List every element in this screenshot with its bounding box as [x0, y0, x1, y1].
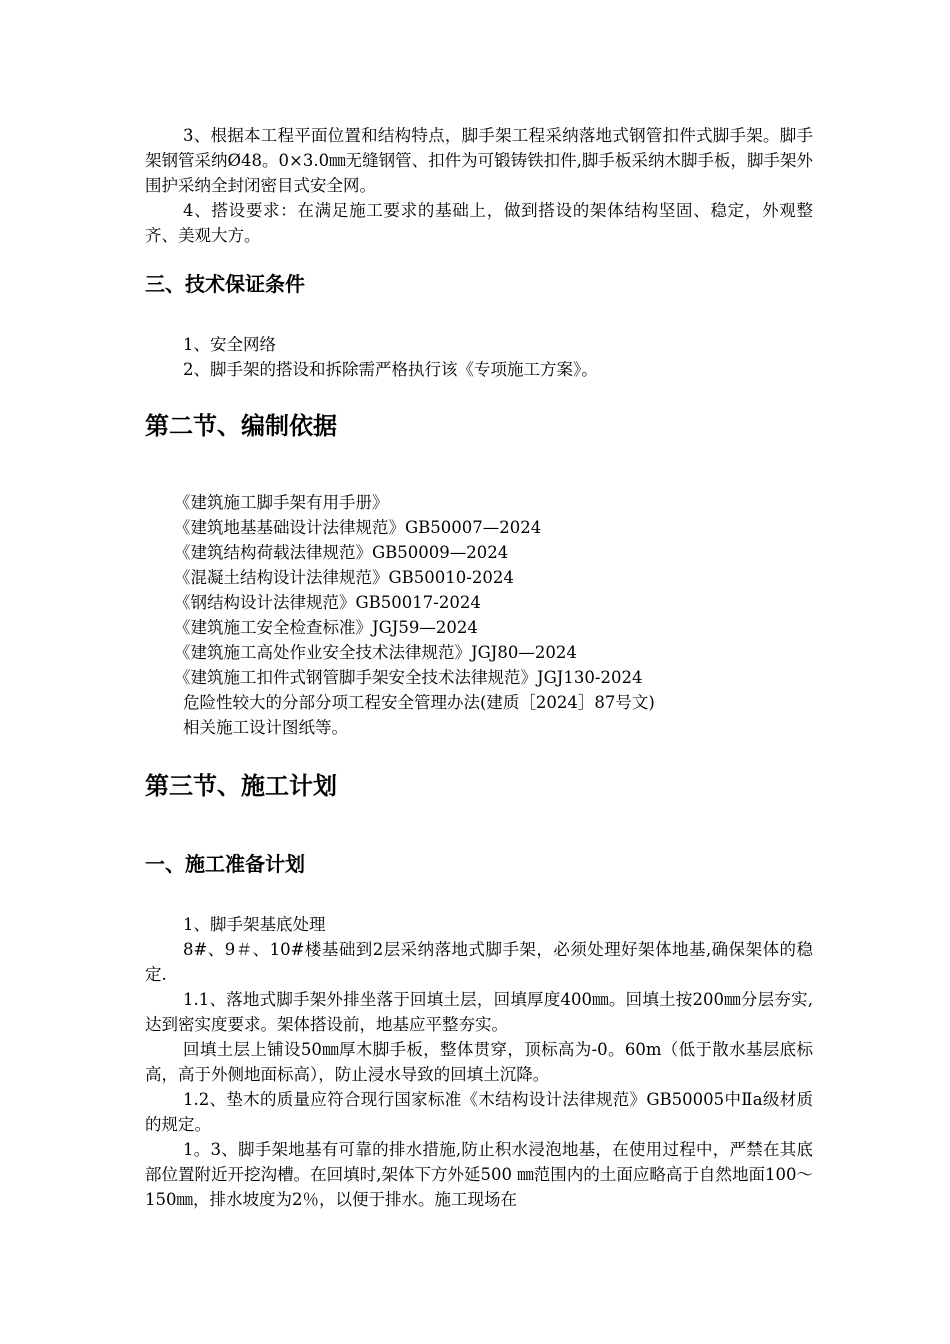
reference-item: 《建筑施工安全检查标准》JGJ59—2024	[174, 618, 478, 637]
reference-item: 危险性较大的分部分项工程安全管理办法(建质［2024］87号文)	[183, 693, 655, 712]
reference-item: 《混凝土结构设计法律规范》GB50010-2024	[174, 568, 514, 587]
paragraph-backfill: 1.1、落地式脚手架外排坐落于回填土层，回填厚度400㎜。回填土按200㎜分层夯实,达到密实度要求。架体搭设前，地基应平整夯实。	[145, 990, 813, 1034]
reference-item: 《建筑地基基础设计法律规范》GB50007—2024	[174, 518, 542, 537]
reference-item: 《建筑结构荷载法律规范》GB50009—2024	[174, 543, 509, 562]
paragraph-foundation: 8#、9＃、10#楼基础到2层采纳落地式脚手架，必须处理好架体地基,确保架体的稳定.	[145, 940, 813, 984]
paragraph-drainage: 1。3、脚手架地基有可靠的排水措施,防止积水浸泡地基，在使用过程中，严禁在其底部位置附近开挖沟槽。在回填时,架体下方外延500 ㎜范围内的土面应略高于自然地面100～150㎜，排水坡度为2％，以便于排水。施工现场在	[145, 1140, 813, 1209]
reference-item: 《建筑施工扣件式钢管脚手架安全技术法律规范》JGJ130-2024	[174, 668, 643, 687]
section-heading-technical-guarantee: 三、技术保证条件	[145, 272, 305, 296]
reference-item: 相关施工设计图纸等。	[183, 718, 348, 737]
chapter-heading-construction-plan: 第三节、施工计划	[145, 772, 337, 800]
list-item: 1、安全网络	[183, 335, 276, 354]
chapter-heading-basis: 第二节、编制依据	[145, 412, 337, 440]
reference-item: 《建筑施工脚手架有用手册》	[174, 493, 389, 512]
paragraph-scaffold-structure: 3、根据本工程平面位置和结构特点，脚手架工程采纳落地式钢管扣件式脚手架。脚手架钢管采纳Ø48。0×3.0㎜无缝钢管、扣件为可锻铸铁扣件,脚手板采纳木脚手板，脚手架外围护采纳全封闭密目式安全网。	[145, 126, 813, 195]
reference-item: 《钢结构设计法律规范》GB50017-2024	[174, 593, 481, 612]
paragraph-timber-quality: 1.2、垫木的质量应符合现行国家标准《木结构设计法律规范》GB50005中Ⅱa级材质的规定。	[145, 1090, 813, 1134]
paragraph-wood-plank: 回填土层上铺设50㎜厚木脚手板，整体贯穿，顶标高为-0。60m（低于散水基层底标高，高于外侧地面标高），防止浸水导致的回填土沉降。	[145, 1040, 813, 1084]
list-item: 1、脚手架基底处理	[183, 915, 326, 934]
section-heading-preparation-plan: 一、施工准备计划	[145, 852, 305, 876]
reference-item: 《建筑施工高处作业安全技术法律规范》JGJ80—2024	[174, 643, 577, 662]
list-item: 2、脚手架的搭设和拆除需严格执行该《专项施工方案》。	[183, 360, 598, 379]
paragraph-erection-requirement: 4、搭设要求：在满足施工要求的基础上，做到搭设的架体结构坚固、稳定，外观整齐、美观大方。	[145, 201, 813, 245]
